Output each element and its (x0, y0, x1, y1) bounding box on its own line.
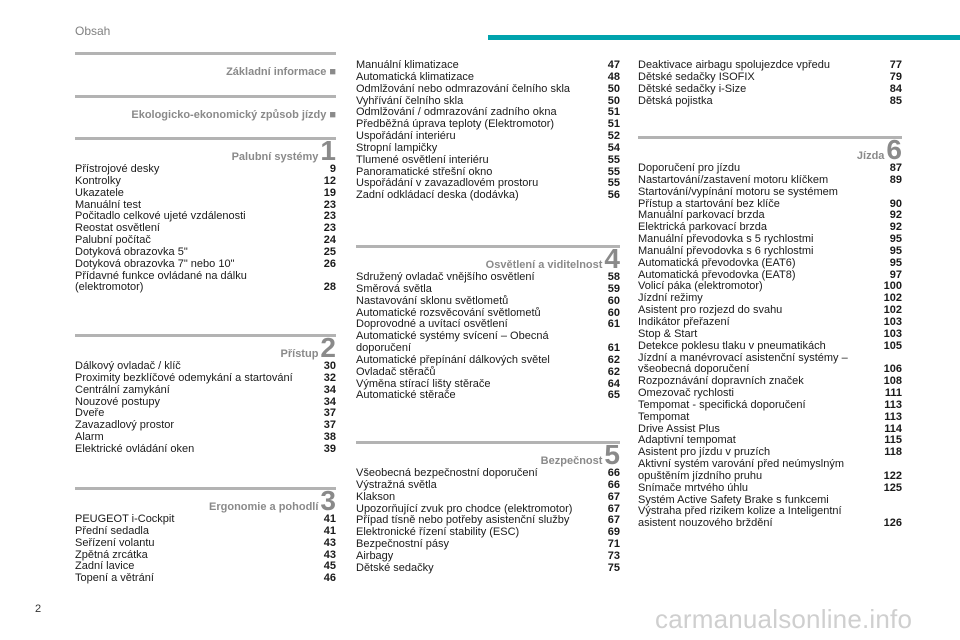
toc-entry-label: Předběžná úprava teploty (Elektromotor) (356, 118, 555, 131)
toc-entry-label: Dětské sedačky i-Size (638, 82, 747, 95)
toc-entry-label: Volicí páka (elektromotor) (638, 280, 763, 293)
toc-entry[interactable] (75, 247, 336, 259)
toc-list (75, 164, 336, 294)
toc-entry-label: Nastavování sklonu světlometů (356, 294, 509, 307)
toc-entry-label: Automatická převodovka (EAT6) (638, 256, 796, 269)
toc-entry-label: Automatické stěrače (356, 389, 456, 402)
toc-entry-page: 90 (889, 197, 902, 210)
toc-entry-label: Elektrická parkovací brzda (638, 221, 767, 234)
toc-section (356, 245, 620, 402)
toc-list (638, 163, 902, 530)
toc-entry-label: Manuální převodovka s 5 rychlostmi (638, 233, 814, 246)
toc-entry-label: Panoramatické střešní okno (356, 165, 493, 178)
toc-entry-label: Proximity bezklíčové odemykání a startování (75, 371, 293, 384)
toc-entry-label: Manuální klimatizace (356, 59, 459, 71)
section-title: Přístup (280, 348, 319, 360)
section-marker: ■ (329, 109, 336, 121)
toc-entry-page: 71 (607, 538, 620, 551)
toc-entry-label: Airbagy (356, 549, 394, 562)
toc-list (356, 272, 620, 402)
toc-entry-label: Automatické rozsvěcování světlometů (356, 306, 541, 319)
toc-entry[interactable] (356, 84, 620, 96)
toc-entry-page: 122 (883, 469, 902, 482)
section-title: Ergonomie a pohodlí (209, 501, 319, 513)
toc-entry-label: Centrální zamykání (75, 383, 170, 396)
toc-entry-label: Deaktivace airbagu spolujezdce vpředu (638, 59, 831, 71)
toc-entry-page: 108 (883, 375, 902, 388)
toc-entry-label: Sdružený ovladač vnějšího osvětlení (356, 271, 535, 283)
toc-entry-page: 106 (883, 363, 902, 376)
toc-entry[interactable] (638, 84, 902, 96)
toc-entry[interactable] (75, 188, 336, 200)
toc-entry[interactable] (75, 573, 336, 585)
toc-entry-page: 73 (607, 549, 620, 562)
toc-entry[interactable] (75, 385, 336, 397)
toc-entry-page: 79 (889, 70, 902, 83)
section-number: 2 (320, 332, 336, 363)
toc-entry-label: Doporučení pro jízdu (638, 162, 741, 174)
header-accent-bar (488, 35, 960, 40)
toc-section (638, 136, 902, 530)
toc-section (75, 52, 336, 78)
toc-entry-page: 60 (607, 294, 620, 307)
toc-entry-page: 66 (607, 478, 620, 491)
toc-entry-label: Výstražná světla (356, 478, 437, 491)
toc-entry-label: Startování/vypínání motoru se systémem Přístup a startování bez klíče (638, 185, 838, 210)
toc-entry-label: Výměna stírací lišty stěrače (356, 377, 491, 390)
toc-entry-page: 50 (607, 94, 620, 107)
toc-entry-page: 77 (889, 59, 902, 71)
toc-entry-page: 97 (889, 268, 902, 281)
toc-entry-page: 62 (607, 353, 620, 366)
toc-entry[interactable] (638, 246, 902, 258)
toc-entry[interactable] (638, 72, 902, 84)
toc-entry-label: Uspořádání interiéru (356, 130, 456, 143)
section-header (75, 57, 336, 78)
toc-entry[interactable] (356, 155, 620, 167)
toc-entry[interactable] (75, 444, 336, 456)
toc-entry-page: 75 (607, 561, 620, 574)
toc-entry-page: 92 (889, 209, 902, 222)
toc-entry-label: Automatické přepínání dálkových světel (356, 353, 550, 366)
toc-entry-page: 111 (884, 387, 902, 400)
toc-entry-page: 55 (607, 165, 620, 178)
toc-entry-label: Klakson (356, 490, 396, 503)
toc-entry-label: Seřízení volantu (75, 536, 155, 549)
toc-entry[interactable] (75, 538, 336, 550)
toc-list (75, 514, 336, 585)
toc-entry-page: 23 (323, 222, 336, 235)
toc-entry-label: Aktivní systém varování před neúmyslným opuštěním jízdního pruhu (638, 458, 845, 482)
toc-entry-page: 87 (889, 162, 902, 174)
toc-entry[interactable] (75, 373, 336, 385)
section-header (75, 485, 336, 516)
toc-entry[interactable] (356, 563, 620, 575)
toc-entry[interactable] (356, 284, 620, 296)
toc-entry-label: Stop & Start (638, 327, 698, 340)
toc-entry-page: 46 (323, 572, 336, 585)
toc-entry-label: Kontrolky (75, 174, 121, 187)
toc-entry-label: Tlumené osvětlení interiéru (356, 153, 489, 166)
section-title: Základní informace (226, 66, 327, 78)
toc-entry-page: 67 (607, 490, 620, 503)
toc-entry-label: Zadní odkládací deska (dodávka) (356, 189, 519, 202)
toc-entry-page: 30 (323, 360, 336, 372)
toc-entry-page: 60 (607, 306, 620, 319)
toc-entry[interactable] (356, 331, 620, 355)
toc-entry-page: 85 (889, 94, 902, 107)
toc-entry-label: Bezpečnostní pásy (356, 538, 449, 551)
toc-entry[interactable] (356, 390, 620, 402)
toc-entry[interactable] (638, 459, 902, 483)
toc-entry-label: Zpětná zrcátka (75, 548, 148, 561)
toc-entry-page: 89 (889, 173, 902, 186)
toc-entry[interactable] (638, 495, 902, 531)
toc-entry[interactable] (75, 420, 336, 432)
section-divider (75, 487, 336, 490)
toc-entry-page: 23 (323, 210, 336, 223)
toc-entry-page: 58 (607, 271, 620, 283)
toc-entry-page: 24 (323, 234, 336, 247)
toc-entry-page: 43 (323, 548, 336, 561)
section-divider (638, 136, 902, 139)
toc-entry-label: Tempomat - specifická doporučení (638, 398, 806, 411)
toc-entry[interactable] (75, 176, 336, 188)
toc-entry[interactable] (356, 72, 620, 84)
section-header (75, 332, 336, 363)
toc-entry-label: Rozpoznávání dopravních značek (638, 375, 804, 388)
toc-entry[interactable] (356, 492, 620, 504)
toc-entry-label: Dálkový ovladač / klíč (75, 360, 181, 372)
section-title: Ekologicko-ekonomický způsob jízdy (131, 109, 327, 121)
toc-list (356, 468, 620, 575)
watermark: carmanualsonline.info (655, 604, 913, 634)
toc-entry-page: 52 (607, 130, 620, 143)
toc-entry-label: Manuální parkovací brzda (638, 209, 765, 222)
toc-entry-label: Dětská pojistka (638, 94, 713, 107)
toc-entry-label: Ovladač stěračů (356, 365, 436, 378)
toc-entry-label: Dotyková obrazovka 7" nebo 10" (75, 257, 235, 270)
toc-entry-page: 61 (607, 318, 620, 331)
toc-entry-page: 41 (323, 513, 336, 525)
toc-entry-label: Odmlžování nebo odmrazování čelního skla (356, 82, 571, 95)
section-divider (75, 52, 336, 55)
toc-entry-page: 115 (884, 434, 902, 447)
toc-entry-label: Dětské sedačky ISOFIX (638, 70, 755, 83)
toc-entry-page: 103 (883, 315, 902, 328)
section-header (356, 439, 620, 470)
toc-entry-page: 113 (884, 398, 902, 411)
toc-entry[interactable] (638, 258, 902, 270)
toc-entry-label: Automatická klimatizace (356, 70, 474, 83)
toc-entry[interactable] (356, 296, 620, 308)
toc-section (75, 95, 336, 121)
toc-list (638, 60, 902, 107)
toc-entry-label: Asistent pro jízdu v pruzích (638, 446, 771, 459)
toc-entry-page: 67 (607, 514, 620, 527)
toc-entry[interactable] (356, 367, 620, 379)
toc-entry-label: Všeobecná bezpečnostní doporučení (356, 467, 538, 479)
toc-entry[interactable] (356, 190, 620, 202)
toc-entry-label: Dotyková obrazovka 5" (75, 245, 188, 258)
toc-entry[interactable] (638, 400, 902, 412)
toc-section (75, 334, 336, 456)
toc-entry-page: 118 (884, 446, 902, 459)
toc-entry-label: Indikátor přeřazení (638, 315, 730, 328)
toc-entry-page: 32 (323, 371, 336, 384)
toc-entry-page: 23 (323, 198, 336, 211)
toc-entry-label: Uspořádání v zavazadlovém prostoru (356, 177, 539, 190)
toc-entry-label: Tempomat (638, 410, 690, 423)
toc-entry-label: Manuální převodovka s 6 rychlostmi (638, 244, 814, 257)
section-number: 4 (604, 243, 620, 274)
toc-entry-label: Adaptivní tempomat (638, 434, 736, 447)
toc-entry-page: 103 (883, 327, 902, 340)
toc-entry-label: Zadní lavice (75, 560, 135, 573)
toc-entry-page: 95 (889, 244, 902, 257)
toc-entry-page: 26 (323, 257, 336, 270)
toc-entry-label: Alarm (75, 431, 104, 444)
toc-entry-page: 125 (883, 481, 902, 494)
section-divider (75, 95, 336, 98)
toc-entry-page: 102 (883, 292, 902, 305)
section-number: 1 (320, 135, 336, 166)
toc-entry[interactable] (75, 259, 336, 271)
toc-entry-page: 61 (607, 342, 620, 355)
section-title: Jízda (856, 150, 885, 162)
toc-entry-page: 34 (323, 395, 336, 408)
toc-entry-page: 84 (889, 82, 902, 95)
toc-entry-label: Drive Assist Plus (638, 422, 720, 435)
toc-entry-label: Vyhřívání čelního skla (356, 94, 464, 107)
toc-entry-page: 55 (607, 153, 620, 166)
toc-list (356, 60, 620, 202)
toc-entry-page: 54 (607, 141, 620, 154)
toc-entry[interactable] (75, 397, 336, 409)
toc-entry[interactable] (356, 355, 620, 367)
toc-entry[interactable] (638, 175, 902, 187)
toc-entry[interactable] (638, 96, 902, 108)
toc-entry-page: 45 (323, 560, 336, 573)
toc-entry-label: Detekce poklesu tlaku v pneumatikách (638, 339, 826, 352)
toc-entry-page: 64 (607, 377, 620, 390)
toc-entry-page: 95 (889, 256, 902, 269)
toc-entry-label: Přídavné funkce ovládané na dálku (elektromotor) (75, 269, 247, 294)
toc-entry-page: 66 (607, 467, 620, 479)
toc-entry-label: Dětské sedačky (356, 561, 434, 574)
section-divider (356, 441, 620, 444)
toc-entry-label: Dveře (75, 407, 105, 420)
toc-section (75, 137, 336, 294)
section-header (638, 134, 902, 165)
toc-entry-label: Nastartování/zastavení motoru klíčkem (638, 173, 829, 186)
toc-entry-page: 25 (323, 245, 336, 258)
toc-entry-label: Ukazatele (75, 186, 124, 199)
toc-entry[interactable] (638, 341, 902, 353)
toc-entry-label: Manuální test (75, 198, 142, 211)
toc-entry-label: Případ tísně nebo potřeby asistenční služby (356, 514, 570, 527)
toc-entry[interactable] (75, 271, 336, 295)
section-title: Palubní systémy (231, 151, 319, 163)
toc-entry-page: 48 (607, 70, 620, 83)
toc-entry-label: Snímače mrtvého úhlu (638, 481, 749, 494)
toc-section (356, 59, 620, 202)
toc-entry-label: Elektronické řízení stability (ESC) (356, 526, 520, 539)
toc-entry-page: 56 (607, 189, 620, 202)
toc-entry-page: 50 (607, 82, 620, 95)
toc-entry-label: Systém Active Safety Brake s funkcemi Výstraha před rizikem kolize a Inteligentní asistent nouzového brždění (638, 493, 842, 530)
toc-entry-page: 37 (323, 407, 336, 420)
toc-entry[interactable] (638, 412, 902, 424)
section-number: 6 (886, 134, 902, 165)
toc-entry-page: 102 (883, 304, 902, 317)
toc-entry-page: 28 (323, 281, 336, 294)
toc-entry-page: 55 (607, 177, 620, 190)
page-number: 2 (35, 603, 42, 615)
toc-section (356, 441, 620, 575)
section-title: Osvětlení a viditelnost (485, 259, 603, 271)
toc-entry[interactable] (356, 143, 620, 155)
toc-entry-label: Reostat osvětlení (75, 222, 160, 235)
toc-entry[interactable] (356, 551, 620, 563)
section-header (356, 243, 620, 274)
toc-entry[interactable] (638, 329, 902, 341)
section-number: 5 (604, 439, 620, 470)
toc-entry-page: 12 (323, 174, 336, 187)
toc-entry-page: 34 (323, 383, 336, 396)
toc-entry-label: Doprovodné a uvítací osvětlení (356, 318, 508, 331)
toc-entry-page: 37 (323, 419, 336, 432)
toc-entry[interactable] (638, 187, 902, 211)
toc-entry-label: Asistent pro rozjezd do svahu (638, 304, 783, 317)
toc-entry-page: 47 (607, 59, 620, 71)
toc-entry-label: Topení a větrání (75, 572, 154, 585)
toc-entry-label: Odmlžování / odmrazování zadního okna (356, 106, 557, 119)
toc-entry[interactable] (356, 539, 620, 551)
toc-entry[interactable] (75, 526, 336, 538)
toc-entry-label: PEUGEOT i-Cockpit (75, 513, 175, 525)
toc-entry-page: 92 (889, 221, 902, 234)
toc-entry-page: 126 (883, 517, 902, 530)
section-header (75, 135, 336, 166)
toc-entry-label: Nouzové postupy (75, 395, 160, 408)
section-header (75, 100, 336, 121)
toc-entry-page: 38 (323, 431, 336, 444)
toc-entry-page: 100 (883, 280, 902, 293)
toc-entry-label: Automatické systémy svícení – Obecná doporučení (356, 330, 549, 355)
toc-entry[interactable] (638, 353, 902, 377)
toc-entry-page: 62 (607, 365, 620, 378)
toc-entry[interactable] (638, 483, 902, 495)
toc-entry-page: 114 (884, 422, 902, 435)
section-marker: ■ (329, 66, 336, 78)
toc-entry-label: Směrová světla (356, 282, 432, 295)
toc-entry-page: 39 (323, 442, 336, 455)
toc-entry[interactable] (356, 480, 620, 492)
toc-entry-page: 51 (607, 106, 620, 119)
section-divider (75, 334, 336, 337)
toc-entry-page: 41 (323, 524, 336, 537)
toc-entry-label: Omezovač rychlosti (638, 387, 734, 400)
toc-entry-page: 43 (323, 536, 336, 549)
toc-entry-page: 9 (329, 163, 336, 175)
section-number: 3 (320, 485, 336, 516)
toc-entry-page: 67 (607, 502, 620, 515)
toc-entry-page: 51 (607, 118, 620, 131)
toc-entry-label: Palubní počítač (75, 234, 151, 247)
toc-entry-label: Elektrické ovládání oken (75, 442, 195, 455)
toc-entry-page: 113 (884, 410, 902, 423)
toc-section (638, 59, 902, 107)
section-title: Bezpečnost (540, 455, 603, 467)
toc-entry-label: Upozorňující zvuk pro chodce (elektromotor) (356, 502, 573, 515)
toc-section (75, 487, 336, 585)
toc-entry-page: 19 (323, 186, 336, 199)
toc-entry-page: 95 (889, 233, 902, 246)
section-divider (356, 245, 620, 248)
section-divider (75, 137, 336, 140)
toc-entry-label: Stropní lampičky (356, 141, 438, 154)
page-header-title: Obsah (75, 24, 111, 38)
toc-entry-page: 105 (883, 339, 902, 352)
toc-entry-page: 59 (607, 282, 620, 295)
toc-entry-label: Jízdní režimy (638, 292, 703, 305)
toc-entry-page: 65 (607, 389, 620, 402)
toc-entry-label: Přední sedadla (75, 524, 149, 537)
toc-entry-label: Automatická převodovka (EAT8) (638, 268, 796, 281)
toc-entry-label: Přístrojové desky (75, 163, 160, 175)
toc-entry-label: Jízdní a manévrovací asistenční systémy – všeobecná doporučení (638, 351, 848, 376)
toc-list (75, 361, 336, 456)
toc-entry-label: Zavazadlový prostor (75, 419, 175, 432)
toc-entry-label: Počitadlo celkové ujeté vzdálenosti (75, 210, 246, 223)
toc-entry-page: 69 (607, 526, 620, 539)
